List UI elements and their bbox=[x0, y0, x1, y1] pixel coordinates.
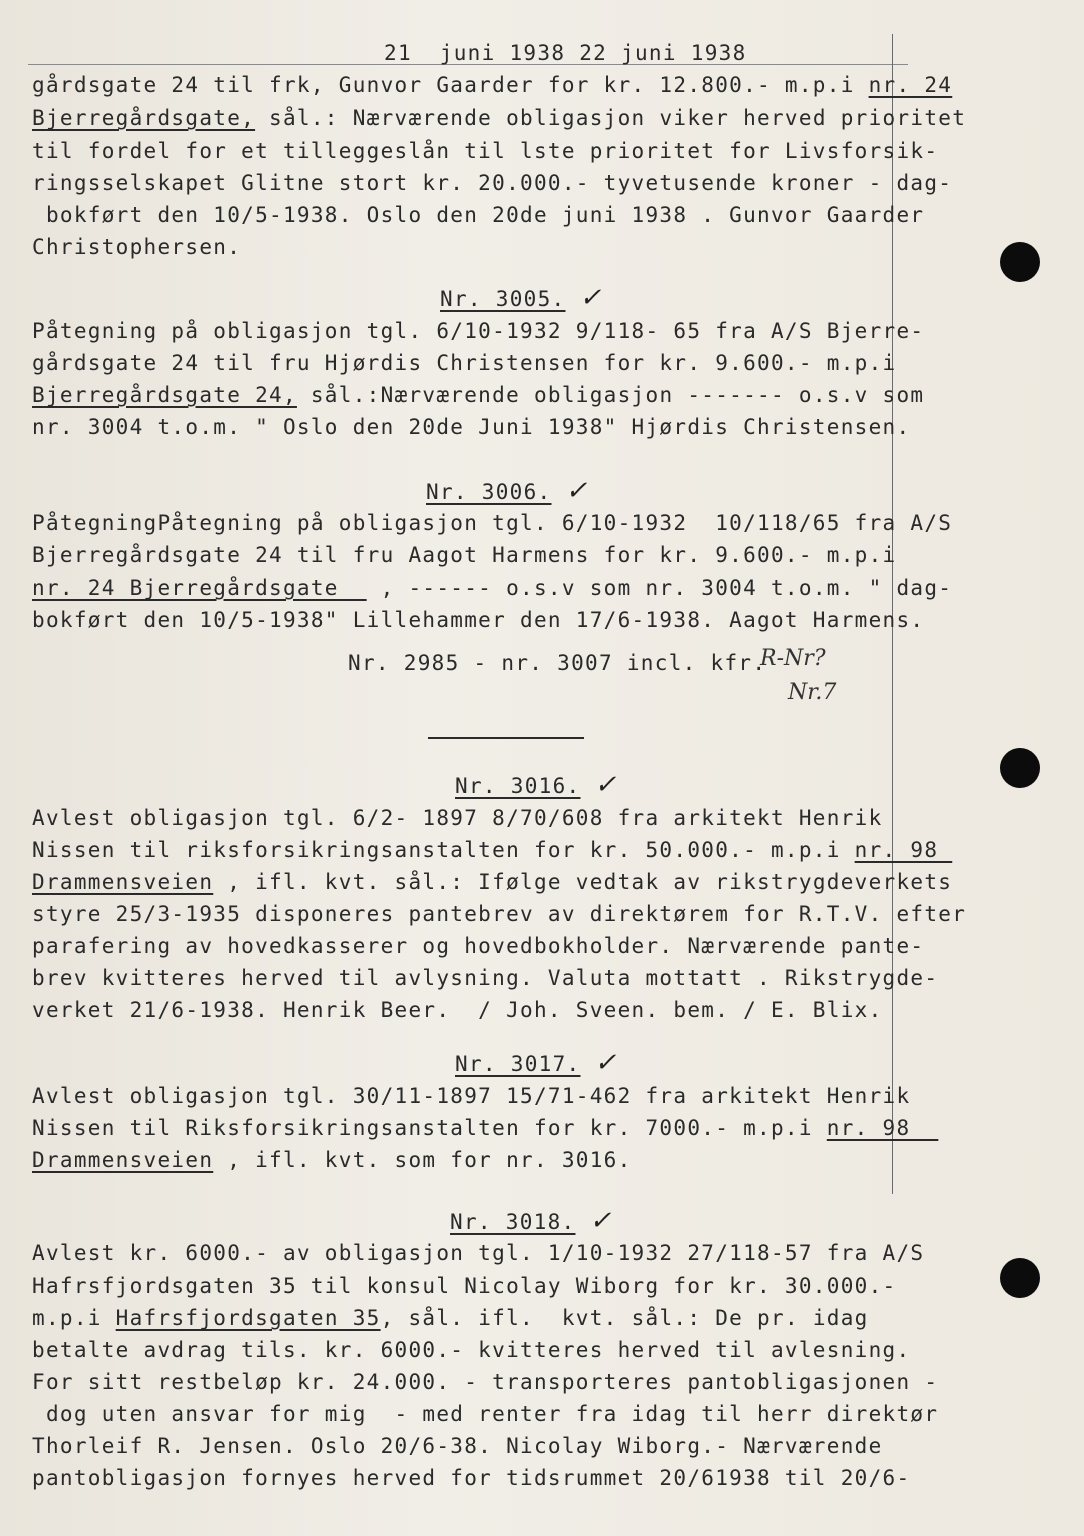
text-line: Christophersen. bbox=[32, 235, 242, 259]
text-line: betalte avdrag tils. kr. 6000.- kvitteres herved til avlesning. bbox=[32, 1338, 911, 1362]
page-header-dates: 21 juni 1938 22 juni 1938 bbox=[384, 41, 747, 65]
text-line: Nissen til Riksforsikringsanstalten for kr. 7000.- m.p.i nr. 98 bbox=[32, 1116, 939, 1140]
handwritten-note: Nr.7 bbox=[788, 680, 837, 705]
section-divider bbox=[428, 737, 584, 739]
text-line: For sitt restbeløp kr. 24.000. - transporteres pantobligasjonen - bbox=[32, 1370, 939, 1394]
text-line: gårdsgate 24 til fru Hjørdis Christensen for kr. 9.600.- m.p.i bbox=[32, 351, 897, 375]
text-line: Bjerregårdsgate, sål.: Nærværende obligasjon viker herved prioritet bbox=[32, 106, 967, 130]
text-line: til fordel for et tilleggeslån til lste prioritet for Livsforsik- bbox=[32, 139, 939, 163]
text-line: Hafrsfjordsgaten 35 til konsul Nicolay Wiborg for kr. 30.000.- bbox=[32, 1274, 897, 1298]
text-line: Avlest kr. 6000.- av obligasjon tgl. 1/10-1932 27/118-57 fra A/S bbox=[32, 1241, 925, 1265]
binder-hole bbox=[1000, 242, 1040, 282]
entry-number-3017: Nr. 3017. ✓ bbox=[455, 1048, 618, 1078]
text-line: Nissen til riksforsikringsanstalten for kr. 50.000.- m.p.i nr. 98 bbox=[32, 838, 953, 862]
checkmark-icon: ✓ bbox=[594, 770, 618, 800]
text-line: Påtegning på obligasjon tgl. 6/10-1932 9/118- 65 fra A/S Bjerre- bbox=[32, 319, 925, 343]
text-line: m.p.i Hafrsfjordsgaten 35, sål. ifl. kvt. sål.: De pr. idag bbox=[32, 1306, 869, 1330]
text-line: gårdsgate 24 til frk, Gunvor Gaarder for kr. 12.800.- m.p.i nr. 24 bbox=[32, 73, 953, 97]
text-line: Thorleif R. Jensen. Oslo 20/6-38. Nicolay Wiborg.- Nærværende bbox=[32, 1434, 883, 1458]
checkmark-icon: ✓ bbox=[594, 1048, 618, 1078]
text-line: Drammensveien , ifl. kvt. sål.: Ifølge vedtak av rikstrygdeverkets bbox=[32, 870, 953, 894]
binder-hole bbox=[1000, 748, 1040, 788]
text-line: Bjerregårdsgate 24, sål.:Nærværende obligasjon ------- o.s.v som bbox=[32, 383, 925, 407]
text-line: PåtegningPåtegning på obligasjon tgl. 6/10-1932 10/118/65 fra A/S bbox=[32, 511, 953, 535]
text-line: styre 25/3-1935 disponeres pantebrev av direktørem for R.T.V. efter bbox=[32, 902, 967, 926]
text-line: nr. 3004 t.o.m. " Oslo den 20de Juni 1938" Hjørdis Christensen. bbox=[32, 415, 911, 439]
text-line: dog uten ansvar for mig - med renter fra idag til herr direktør bbox=[32, 1402, 939, 1426]
entry-number-3005: Nr. 3005. ✓ bbox=[440, 283, 603, 313]
text-line: Bjerregårdsgate 24 til fru Aagot Harmens for kr. 9.600.- m.p.i bbox=[32, 543, 897, 567]
entry-number-3006: Nr. 3006. ✓ bbox=[426, 476, 589, 506]
text-line: ringsselskapet Glitne stort kr. 20.000.- tyvetusende kroner - dag- bbox=[32, 171, 953, 195]
text-line: Avlest obligasjon tgl. 30/11-1897 15/71-462 fra arkitekt Henrik bbox=[32, 1084, 911, 1108]
checkmark-icon: ✓ bbox=[589, 1206, 613, 1236]
handwritten-note: R-Nr? bbox=[760, 646, 826, 671]
text-line: verket 21/6-1938. Henrik Beer. / Joh. Sveen. bem. / E. Blix. bbox=[32, 998, 883, 1022]
text-line: pantobligasjon fornyes herved for tidsrummet 20/61938 til 20/6- bbox=[32, 1466, 911, 1490]
range-note: Nr. 2985 - nr. 3007 incl. kfr. bbox=[348, 651, 767, 675]
text-line: Drammensveien , ifl. kvt. som for nr. 3016. bbox=[32, 1148, 632, 1172]
entry-number-3018: Nr. 3018. ✓ bbox=[450, 1206, 613, 1236]
text-line: bokført den 10/5-1938" Lillehammer den 17/6-1938. Aagot Harmens. bbox=[32, 608, 925, 632]
binder-hole bbox=[1000, 1258, 1040, 1298]
text-line: bokført den 10/5-1938. Oslo den 20de juni 1938 . Gunvor Gaarder bbox=[32, 203, 925, 227]
checkmark-icon: ✓ bbox=[565, 476, 589, 506]
text-line: parafering av hovedkasserer og hovedbokholder. Nærværende pante- bbox=[32, 934, 925, 958]
text-line: brev kvitteres herved til avlysning. Valuta mottatt . Rikstrygde- bbox=[32, 966, 939, 990]
text-line: Avlest obligasjon tgl. 6/2- 1897 8/70/608 fra arkitekt Henrik bbox=[32, 806, 883, 830]
text-line: nr. 24 Bjerregårdsgate , ------ o.s.v som nr. 3004 t.o.m. " dag- bbox=[32, 576, 953, 600]
checkmark-icon: ✓ bbox=[579, 283, 603, 313]
entry-number-3016: Nr. 3016. ✓ bbox=[455, 770, 618, 800]
